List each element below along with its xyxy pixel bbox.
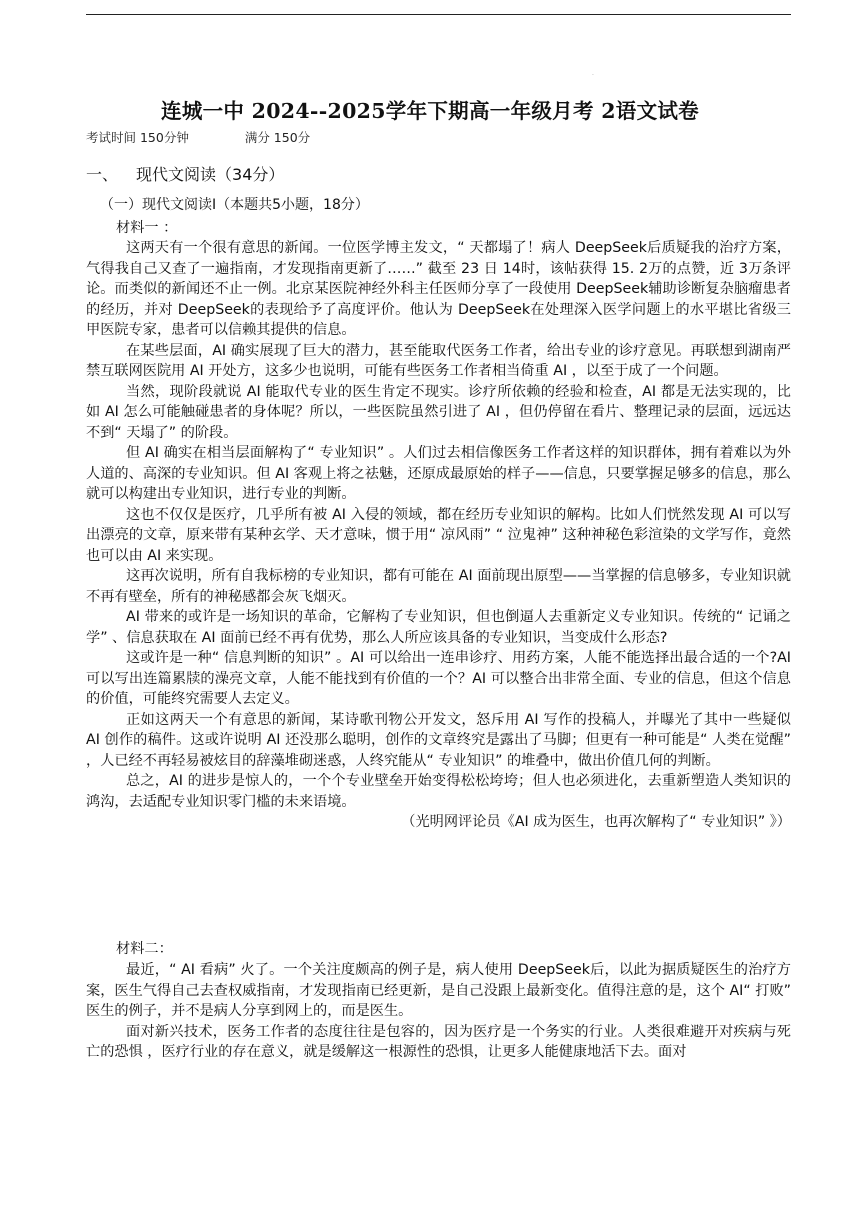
exam-info — [86, 128, 310, 146]
paragraph: 这也不仅仅是医疗，几乎所有被 AI 入侵的领域，都在经历专业知识的解构。比如人们恍然发现 AI 可以写出漂亮的文章，原来带有某种玄学、天才意味，惯于用“ 凉风雨” “ 泣鬼神” 这种神秘色彩渲染的文学写作，竟然也可以由 AI 来实现。 — [86, 506, 791, 564]
part-heading: （一）现代文阅读I（本题共5小题，18分） — [100, 197, 369, 213]
material-2-label: 材料二： — [116, 941, 173, 957]
section-heading — [86, 162, 284, 185]
paragraph: 在某些层面，AI 确实展现了巨大的潜力，甚至能取代医务工作者，给出专业的诊疗意见。再联想到湖南严禁互联网医院用 AI 开处方，这多少也说明，可能有些医务工作者相当倚重 AI ，以至于成了一个问题。 — [86, 342, 791, 379]
material-1-body — [86, 238, 791, 833]
section-number: 一、 — [86, 165, 119, 184]
material-1-label: 材料一 ： — [116, 220, 178, 236]
paragraph: 总之，AI 的进步是惊人的，一个个专业壁垒开始变得松松垮垮；但人也必须进化，去重新塑造人类知识的鸿沟，去适配专业知识零门槛的未来语境。 — [86, 773, 791, 810]
paragraph: 这或许是一种“ 信息判断的知识” 。AI 可以给出一连串诊疗、用药方案，人能不能选择出最合适的一个?AI 可以写出连篇累牍的澡亮文章，人能不能找到有价值的一个？AI 可以整合出非常全面、专业的信息，但这个信息的价值，可能终究需要人去定义。 — [86, 650, 791, 707]
top-rule — [86, 14, 791, 15]
paragraph: 当然，现阶段就说 AI 能取代专业的医生肯定不现实。诊疗所依赖的经验和检查，AI 都是无法实现的，比如 AI 怎么可能触碰患者的身体呢？所以，一些医院虽然引进了 AI ，但仍停留在看片、整理记录的层面，远远达不到“ 天塌了” 的阶段。 — [86, 383, 791, 441]
paragraph: 正如这两天一个有意思的新闻，某诗歌刊物公开发文，怒斥用 AI 写作的投稿人，并曝光了其中一些疑似 AI 创作的稿件。这或许说明 AI 还没那么聪明，创作的文章终究是露出了马脚；但更有一种可能是“ 人类在觉醒” ，人已经不再轻易被炫目的辞藻堆砌迷惑，人终究能从“ 专业知识” 的堆叠中，做出价值几何的判断。 — [86, 711, 791, 769]
decorative-dot: · — [592, 72, 594, 79]
material-2-body — [86, 960, 791, 1063]
material-1-source: （光明网评论员《AI 成为医生，也再次解构了“ 专业知识” 》） — [401, 814, 791, 830]
full-score: 满分 150分 — [244, 130, 311, 145]
paragraph: 最近，“ AI 看病” 火了。一个关注度颇高的例子是，病人使用 DeepSeek后，以此为据质疑医生的治疗方案，医生气得自己去查权威指南，才发现指南已经更新，是自己没跟上最新变化。值得注意的是，这个 AI“ 打败” 医生的例子，并不是病人分享到网上的，而是医生。 — [86, 962, 791, 1019]
section-title: 现代文阅读（34分） — [136, 165, 285, 184]
paragraph: 但 AI 确实在相当层面解构了“ 专业知识” 。人们过去相信像医务工作者这样的知识群体，拥有着难以为外人道的、高深的专业知识。但 AI 客观上将之祛魅，还原成最原始的样子——信息，只要掌握足够多的信息，那么就可以构建出专业知识，进行专业的判断。 — [86, 445, 791, 502]
page-title: 连城一中 2024--2025学年下期高一年级月考 2语文试卷 — [161, 99, 699, 123]
exam-time: 考试时间 150分钟 — [86, 130, 189, 145]
paragraph: AI 带来的或许是一场知识的革命，它解构了专业知识，但也倒逼人去重新定义专业知识。传统的“ 记诵之学” 、信息获取在 AI 面前已经不再有优势，那么人所应该具备的专业知识，当变成什么形态? — [86, 609, 791, 646]
paragraph: 这再次说明，所有自我标榜的专业知识，都有可能在 AI 面前现出原型——当掌握的信息够多，专业知识就不再有壁垒，所有的神秘感都会灰飞烟灭。 — [86, 568, 791, 605]
paragraph: 这两天有一个很有意思的新闻。一位医学博主发文，“ 天都塌了！病人 DeepSeek后质疑我的治疗方案，气得我自己又查了一遍指南，才发现指南更新了……” 截至 23 日 14时，该帖获得 15. 2万的点赞，近 3万条评论。而类似的新闻还不止一例。北京某医院神经外科主任医师分享了一段使用 DeepSeek辅助诊断复杂脑瘤患者的经历，并对 DeepSeek的表现给予了高度评价。他认为 DeepSeek在处理深入医学问题上的水平堪比省级三甲医院专家，患者可以信赖其提供的信息。 — [86, 240, 791, 338]
paragraph: 面对新兴技术，医务工作者的态度往往是包容的，因为医疗是一个务实的行业。人类很难避开对疾病与死亡的恐惧 ，医疗行业的存在意义，就是缓解这一根源性的恐惧，让更多人能健康地活下去。面对 — [86, 1023, 791, 1060]
